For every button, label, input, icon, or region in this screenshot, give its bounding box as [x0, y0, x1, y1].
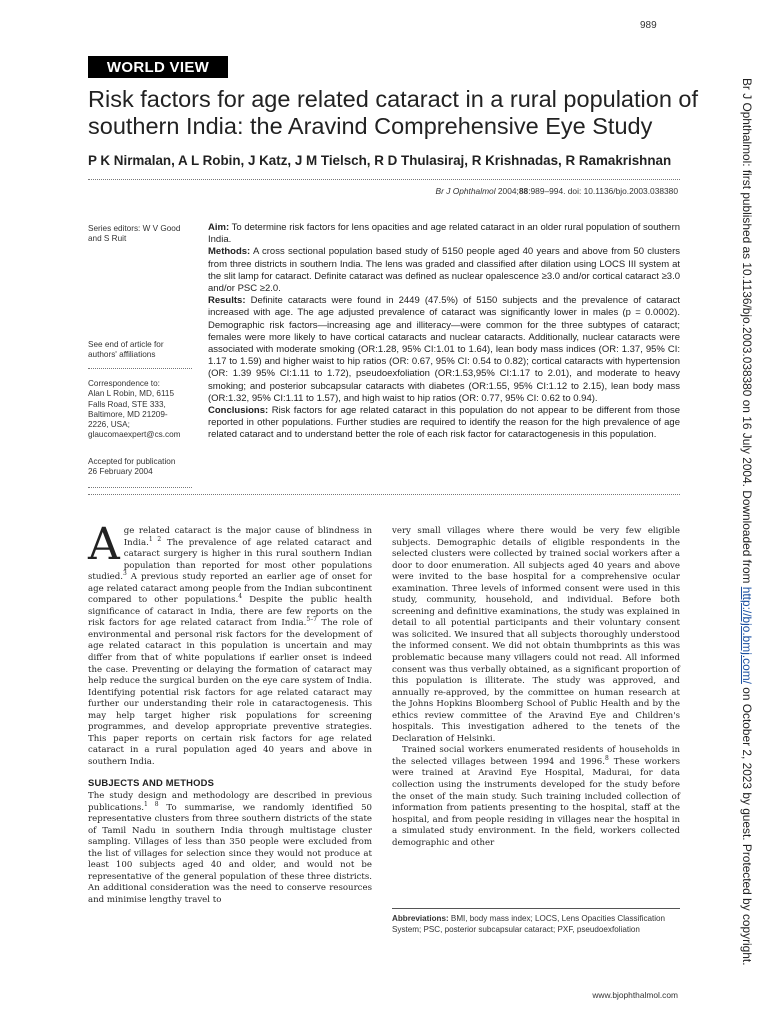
- abstract-conclusions-label: Conclusions:: [208, 405, 269, 417]
- abstract-conclusions-text: Risk factors for age related cataract in this population do not appear to be different from those reported in other populations. Further studies are required to identify the reason for the high prevalence of age related cataract and to understand better the role of each risk factor for cataractogenesis in this population.: [208, 405, 680, 441]
- page-number: 989: [640, 20, 657, 31]
- banner-prefix: Br J Ophthalmol: first published as 10.1136/bjo.2003.038380 on 16 July 2004. Downloaded from: [740, 78, 754, 587]
- reference-mark: 4: [238, 593, 243, 601]
- abstract-results-text: Definite cataracts were found in 2449 (47.5%) of 5150 subjects and the prevalence of cataract increased with age. The age adjusted prevalence of cataract was significantly lower in males (p = 0.0002). Demographic risk factors—increasing age and illiteracy—were common for the three subtypes of cataract; females were more likely to have cortical cataracts and nuclear cataracts. Additionally, nuclear cataracts were associated with moderate smoking (OR:1.28, 95% CI:1.01 to 1.64), lean body mass indices (OR: 1.37, 95% CI: 1.17 to 1.59) and higher waist to hip ratios (OR: 0.67, 95% CI: 0.54 to 0.82); cortical cataracts with hypertension (OR: 1.39 95% CI:1.11 to 1.72), pseudoexfoliation (OR:1.53,95% CI:1.17 to 2.01), and moderate to heavy smoking; and posterior subcapsular cataracts with diabetes (OR:1.55, 95% CI:1.12 to 2.15), lean body mass (OR:1.32, 95% CI:1.11 to 1.57), and high waist to hip ratios (OR: 0.77, 95% CI: 0.62 to 0.94).: [208, 295, 681, 404]
- sidebar-divider: [88, 368, 192, 369]
- affiliations-note: See end of article for authors' affiliations: [88, 340, 164, 360]
- abbreviations-box: [392, 914, 680, 935]
- citation-volume: 88: [518, 186, 529, 196]
- accepted-date: 26 February 2004: [88, 467, 153, 477]
- abstract-methods: [208, 246, 680, 295]
- correspondence-label: Correspondence to:: [88, 379, 160, 388]
- citation-journal: Br J Ophthalmol: [435, 186, 496, 196]
- abstract-methods-label: Methods:: [208, 246, 251, 258]
- abstract-aim: [208, 222, 680, 246]
- correspondence-block: [88, 379, 194, 441]
- consent-paragraph: very small villages where there would be very few eligible subjects. Demographic details of eligible respondents in the selected clusters were collected by trained social workers after a door to door enumeration. All subjects aged 40 years and above were invited to the base hospital for a comprehensive ocular examination. Three levels of informed consent were used in this study, community, household, and individual. Before both screening and definitive examinations, the study was explained in detail to all potential participants and their voluntary consent was solicited. We insured that all subjects thoroughly understood the informed consent. We did not obtain thumbprints as this was problematic because many villagers could not read. All informed consent was thus verbally obtained, as a significant proportion of this population is illiterate. The study was approved, and annually re-approved, by the committee on human research at the Johns Hopkins Bloomberg School of Public Health and by the ethics review committee of the Aravind Eye and Children's hospitals. This investigation adhered to the tenets of the Declaration of Helsinki.: [392, 526, 680, 744]
- body-column-left: [88, 519, 373, 907]
- drop-cap: A: [88, 519, 120, 570]
- reference-mark: 5–7: [306, 616, 318, 624]
- author-list: P K Nirmalan, A L Robin, J Katz, J M Tielsch, R D Thulasiraj, R Krishnadas, R Ramakrishnan: [88, 153, 672, 168]
- training-text: Trained social workers enumerated residents of households in the selected villages between 1994 and 1996.: [392, 745, 680, 767]
- methods-text: To summarise, we randomly identified 50 representative clusters from three southern districts of the state of Tamil Nadu in southern India through multistage cluster sampling. Villages of less than 350 people were excluded from the list of villages for selection since they would not produce at least 100 subjects aged 40 and older, and would not be representative of the general population of these three districts. An additional consideration was the need to conserve resources and minimise lengthy travel to: [88, 802, 373, 905]
- intro-text: A previous study reported an earlier age of onset for age related cataract among people from the Indian subcontinent compared to other populations.: [88, 572, 372, 606]
- intro-text: Despite the public health significance of cataract in India, there are few reports on the risk factors for age related cataract from India.: [88, 595, 372, 629]
- section-tag: WORLD VIEW: [88, 56, 228, 78]
- abstract-aim-text: To determine risk factors for lens opacities and age related cataract in an older rural population of southern India.: [208, 222, 681, 246]
- intro-text: The prevalence of age related cataract and cataract surgery is higher in this rural southern Indian population than reported for most other populations studied.: [88, 537, 372, 583]
- abstract-results: [208, 295, 680, 405]
- article-title: Risk factors for age related cataract in a rural population of southern India: the Aravind Comprehensive Eye Study: [88, 86, 699, 139]
- download-banner: [734, 78, 754, 966]
- methods-text: The study design and methodology are described in previous publications.: [88, 791, 372, 813]
- accepted-block: [88, 457, 194, 478]
- abstract-results-label: Results:: [208, 295, 246, 307]
- reference-mark: 1 8: [144, 800, 159, 808]
- abbreviations-text: BMI, body mass index; LOCS, Lens Opacities Classification System; PSC, posterior subcapsular cataract; PXF, pseudoexfoliation: [392, 914, 666, 934]
- correspondence-email: glaucomaexpert@cs.com: [88, 430, 181, 440]
- intro-paragraph: [88, 519, 372, 768]
- download-banner-text: [740, 78, 754, 966]
- series-editors: Series editors: W V Good and S Ruit: [88, 224, 181, 244]
- abbreviations-divider: [392, 908, 680, 909]
- abbreviations-label: Abbreviations:: [392, 914, 449, 923]
- intro-text: ge related cataract is the major cause of blindness in India.: [123, 526, 372, 548]
- footer-url: www.bjophthalmol.com: [592, 990, 678, 1000]
- correspondence-line: Alan L Robin, MD, 6115: [88, 389, 175, 399]
- correspondence-line: 2226, USA;: [88, 420, 130, 430]
- banner-suffix: on October 2, 2023 by guest. Protected by copyright.: [740, 683, 754, 966]
- reference-mark: 8: [604, 755, 609, 763]
- sidebar-divider: [88, 487, 192, 488]
- citation-pages-doi: :989–994. doi: 10.1136/bjo.2003.038380: [528, 186, 678, 196]
- body-column-right: [392, 526, 680, 849]
- abstract-conclusions: [208, 405, 680, 442]
- abstract-methods-text: A cross sectional population based study of 5150 people aged 40 years and above from 50 clusters from three districts in southern India. The lens was graded and classified after dilation using LOCS III system at the slit lamp for cataract. Definite cataract was defined as nuclear opalescence ≥3.0 and/or cortical cataract ≥3.0 and/or PSC ≥2.0.: [208, 246, 680, 295]
- citation-year: 2004;: [497, 186, 519, 196]
- training-paragraph: [392, 745, 680, 849]
- reference-mark: 3: [122, 570, 127, 578]
- correspondence-line: Falls Road, STE 333,: [88, 399, 166, 409]
- methods-heading: SUBJECTS AND METHODS: [88, 777, 215, 789]
- abstract-aim-label: Aim:: [208, 222, 230, 233]
- header-divider: [88, 179, 680, 180]
- methods-paragraph: [88, 791, 372, 906]
- reference-mark: 1 2: [148, 535, 162, 543]
- training-text: These workers were trained at Aravind Eye Hospital, Madurai, for data collection using the instruments developed for the study before the onset of the main study. Such training included collection of information from patients presenting to the hospital, staff at the hospital, and from people residing in villages near the hospital in a simulated study environment. In the field, workers collected demographic and other: [392, 756, 680, 848]
- citation-line: [436, 186, 678, 196]
- abstract-divider: [88, 494, 680, 495]
- intro-text: The role of environmental and personal risk factors for the development of age related cataract in this population is uncertain and may differ from that of white populations if earlier onset is indeed the case. Preventing or delaying the formation of cataract may help reduce the surgical burden on the eye care system of India. Identifying potential risk factors for age related cataract may further our understanding their role in cataractogenesis. This may help target higher risk populations for screening programmes, and develop appropriate preventive strategies. This paper reports on certain risk factors for age related cataract in a rural population aged 40 years and above in southern India.: [88, 618, 372, 767]
- correspondence-line: Baltimore, MD 21209-: [88, 409, 168, 419]
- abstract: [208, 222, 680, 442]
- bjo-link[interactable]: http://bjo.bmj.com/: [740, 586, 754, 684]
- accepted-label: Accepted for publication: [88, 457, 176, 466]
